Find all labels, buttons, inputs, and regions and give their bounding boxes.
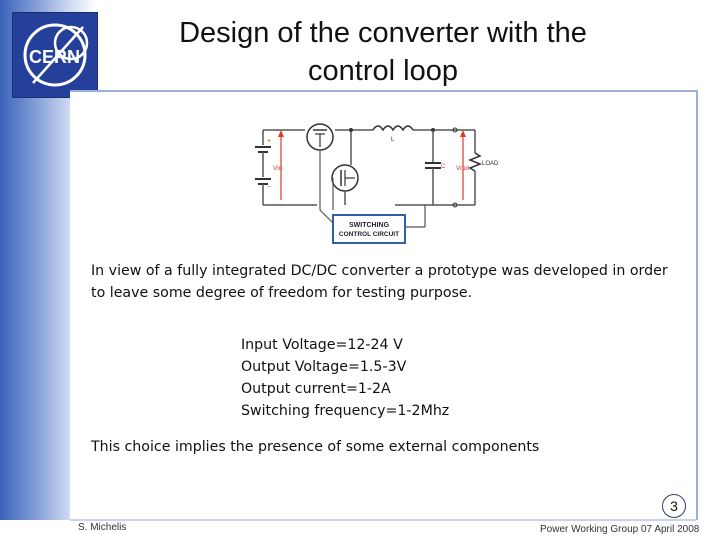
logo-text: CERN (29, 47, 81, 67)
converter-circuit-diagram (245, 115, 505, 250)
capacitor-label: C (441, 164, 446, 170)
cern-logo (12, 12, 98, 98)
choice-text: This choice implies the presence of some external components (91, 439, 540, 455)
spec-output-voltage: Output Voltage=1.5-3V (241, 359, 407, 375)
footer-event: Power Working Group 07 April 2008 (540, 524, 700, 535)
spec-list (241, 334, 449, 422)
footer-divider (70, 519, 696, 521)
spec-input-voltage: Input Voltage=12-24 V (241, 337, 403, 353)
control-box-line1: SWITCHING (348, 222, 390, 229)
minus-sign: − (267, 184, 272, 191)
spec-output-current: Output current=1-2A (241, 381, 391, 397)
control-box-line2: CONTROL CIRCUIT (338, 231, 400, 238)
load-label: LOAD (482, 161, 499, 167)
cern-logo-icon (13, 13, 97, 97)
vin-label: Vin (273, 165, 283, 172)
spec-switching-frequency: Switching frequency=1-2Mhz (241, 403, 450, 419)
vout-label: Vout (456, 165, 470, 172)
inductor-label: L (391, 137, 395, 143)
plus-sign: + (267, 138, 272, 145)
footer-author: S. Michelis (78, 522, 127, 533)
intro-paragraph: In view of a fully integrated DC/DC converter a prototype was developed in order to leave some degree of freedom for testing purpose. (91, 263, 668, 301)
page-number: 3 (662, 494, 686, 518)
slide-title: Design of the converter with the control loop (179, 17, 587, 87)
